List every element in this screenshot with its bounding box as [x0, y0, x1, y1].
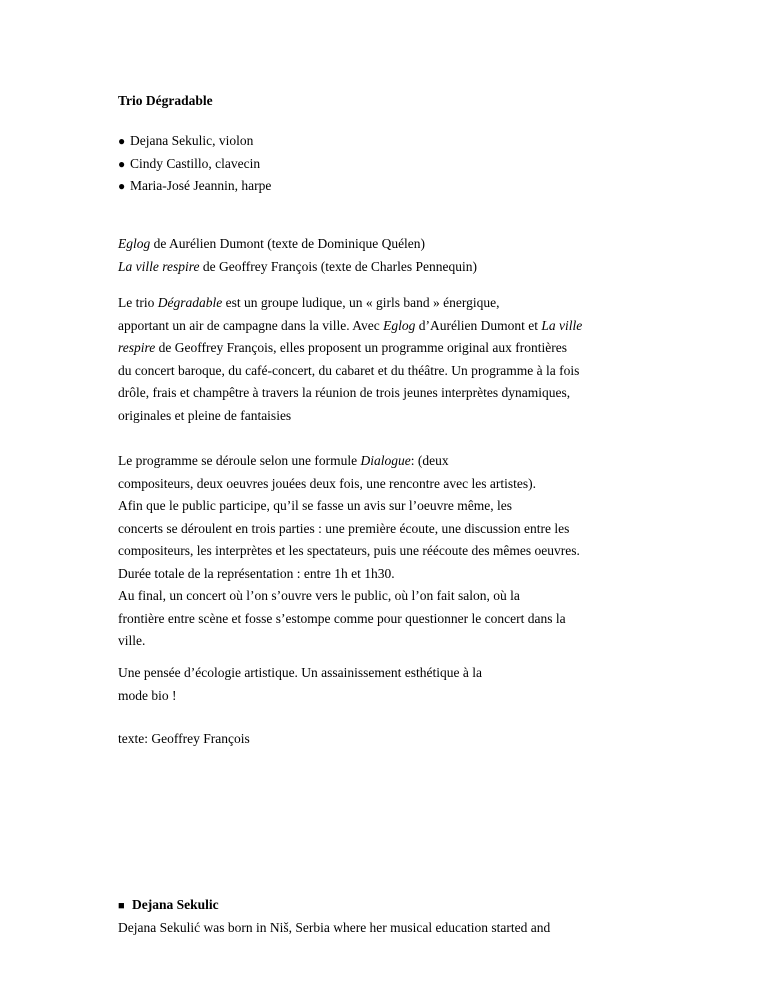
list-item: ● Cindy Castillo, clavecin — [118, 153, 271, 176]
list-item: ● Dejana Sekulic, violon — [118, 130, 271, 153]
square-bullet-icon: ■ — [118, 900, 125, 912]
bullet-icon: ● — [118, 179, 126, 193]
works-list — [118, 233, 477, 278]
document-title: Trio Dégradable — [118, 93, 213, 108]
paragraph-intro: Le trio Dégradable est un groupe ludique, un « girls band » énergique, apportant un air de campagne dans la ville. Avec Eglog d’Aurélien Dumont et La ville respire de Geoffrey François, elles proposent un programme original aux frontières du concert baroque, du café-concert, du cabaret et du théâtre. Un programme à la fois drôle, frais et champêtre à travers la réunion de trois jeunes interprètes dynamiques, originales et pleine de fantaisies — [118, 295, 583, 423]
section-heading: ■ Dejana Sekulic — [118, 894, 550, 917]
bullet-icon: ● — [118, 156, 126, 171]
bullet-icon: ● — [118, 134, 126, 148]
work-item: Eglog de Aurélien Dumont (texte de Dominique Quélen) — [118, 236, 426, 251]
performer-list — [118, 130, 271, 198]
work-item: La ville respire de Geoffrey François (texte de Charles Pennequin) — [118, 258, 478, 274]
section-dejana-sekulic: ■ Dejana Sekulic Dejana Sekulić was born in Niš, Serbia where her musical education started and — [118, 894, 550, 939]
text-credit: texte: Geoffrey François — [118, 731, 250, 746]
list-item: ● Maria-José Jeannin, harpe — [118, 175, 271, 198]
paragraph-ecology: Une pensée d’écologie artistique. Un assainissement esthétique à la mode bio ! — [118, 665, 483, 703]
paragraph-program: Le programme se déroule selon une formule Dialogue: (deux compositeurs, deux oeuvres jouées deux fois, une rencontre avec les artistes). Afin que le public participe, qu’il se fasse un avis sur l’oeuvre même, les concerts se déroulent en trois parties : une première écoute, une discussion entre les compositeurs, les interprètes et les spectateurs, puis une réécoute des mêmes oeuvres. Durée totale de la représentation : entre 1h et 1h30. Au final, un concert où l’on s’ouvre vers le public, où l’on fait salon, où la frontière entre scène et fosse s’estompe comme pour questionner le concert dans la ville. — [118, 453, 580, 648]
